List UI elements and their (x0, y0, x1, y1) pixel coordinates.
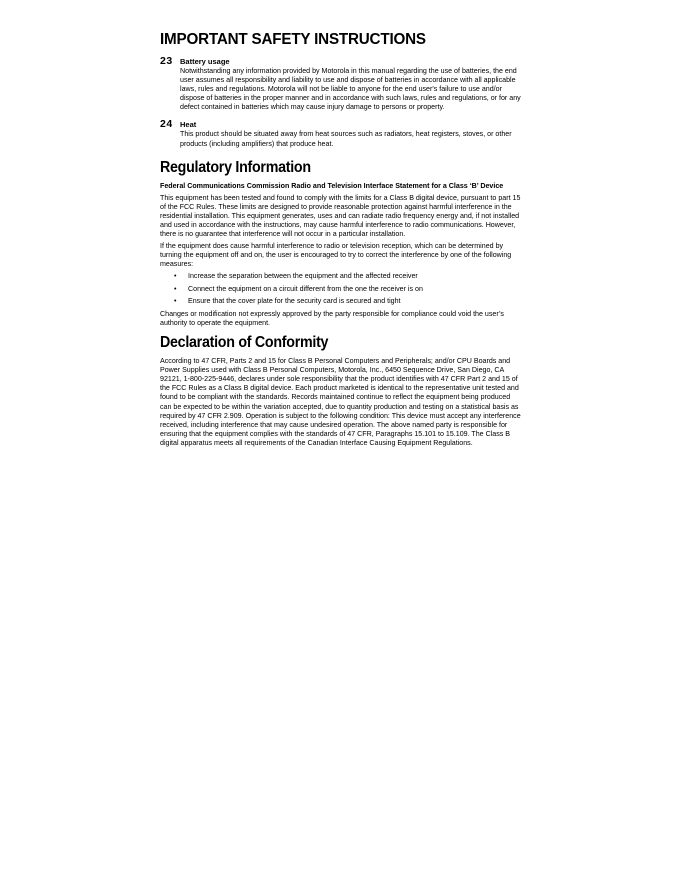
item-text-heat: This product should be situated away from heat sources such as radiators, heat registers, stoves, or other products (including amplifiers) that produce heat. (180, 130, 512, 148)
bullet-icon: • (174, 284, 177, 293)
item-number: 24 (160, 118, 173, 131)
item-body (180, 119, 522, 151)
bullet-icon: • (174, 297, 177, 306)
list-item-text: Ensure that the cover plate for the security card is secured and tight (188, 297, 401, 306)
safety-title: IMPORTANT SAFETY INSTRUCTIONS (160, 31, 426, 48)
safety-item-24 (160, 119, 522, 151)
regulatory-para-2: If the equipment does cause harmful interference to radio or television reception, which can be determined by turning the equipment off and on, the user is encouraged to try to correct the interference by one of the following measures: (160, 242, 512, 269)
item-text-battery-usage: Notwithstanding any information provided by Motorola in this manual regarding the use of batteries, the end user assumes all responsibility and liability to use and dispose of batteries in accordance with all applicable laws, rules and regulations. Motorola will not be liable to anyone for the end user's failure to use and/or dispose of batteries in the proper manner and in accordance with such laws, rules and regulations, or for any defect contained in batteries which may cause injury damage to persons or property. (180, 67, 521, 112)
regulatory-para-1: This equipment has been tested and found to comply with the limits for a Class B digital device, pursuant to part 15 of the FCC Rules. These limits are designed to provide reasonable protection against harmful interference in the residential installation. This equipment generates, uses and can radiate radio frequency energy and, if not installed and used in accordance with the instructions, may cause harmful interference to radio communications. However, there is no guarantee that interference will not occur in a particular installation. (160, 193, 521, 239)
bullet-icon: • (174, 272, 177, 281)
regulatory-title: Regulatory Information (160, 158, 311, 176)
item-body (180, 56, 522, 115)
item-title-heat: Heat (180, 120, 197, 130)
regulatory-subtitle: Federal Communications Commission Radio and Television Interface Statement for a Class ‘B’ Device (160, 181, 504, 190)
safety-item-23 (160, 56, 522, 115)
list-item (160, 272, 522, 281)
document-page (160, 30, 522, 451)
conformity-title: Declaration of Conformity (160, 334, 329, 352)
list-item-text: Connect the equipment on a circuit different from the one the receiver is on (188, 284, 423, 293)
conformity-text: According to 47 CFR, Parts 2 and 15 for Class B Personal Computers and Peripherals; and/or CPU Boards and Power Supplies used with Class B Personal Computers, Motorola, Inc., 6450 Sequence Drive, San Diego, CA 92121, 1-800-225-9446, declares under sole responsibility that the product identifies with 47 CFR Part 2 and 15 of the FCC Rules as a Class B digital device. Each product marketed is identical to the representative unit tested and found to be compliant with the standards. Records maintained continue to reflect the equipment being produced can be expected to be within the variation accepted, due to quantity production and testing on a statistical basis as required by 47 CFR 2.909. Operation is subject to the following condition: This device must accept any interference received, including interference that may cause undesired operation. The above named party is responsible for ensuring that the equipment complies with the standards of 47 CFR, Paragraphs 15.101 to 15.109. The Class B digital apparatus meets all requirements of the Canadian Interface Causing Equipment Regulations. (160, 357, 521, 447)
list-item (160, 297, 522, 306)
item-title-battery-usage: Battery usage (180, 57, 230, 66)
regulatory-para-3: Changes or modification not expressly approved by the party responsible for compliance could void the user’s authority to operate the equipment. (160, 309, 504, 327)
item-number: 23 (160, 55, 173, 67)
list-item-text: Increase the separation between the equipment and the affected receiver (188, 272, 418, 281)
list-item (160, 285, 522, 294)
measures-list (160, 272, 522, 306)
